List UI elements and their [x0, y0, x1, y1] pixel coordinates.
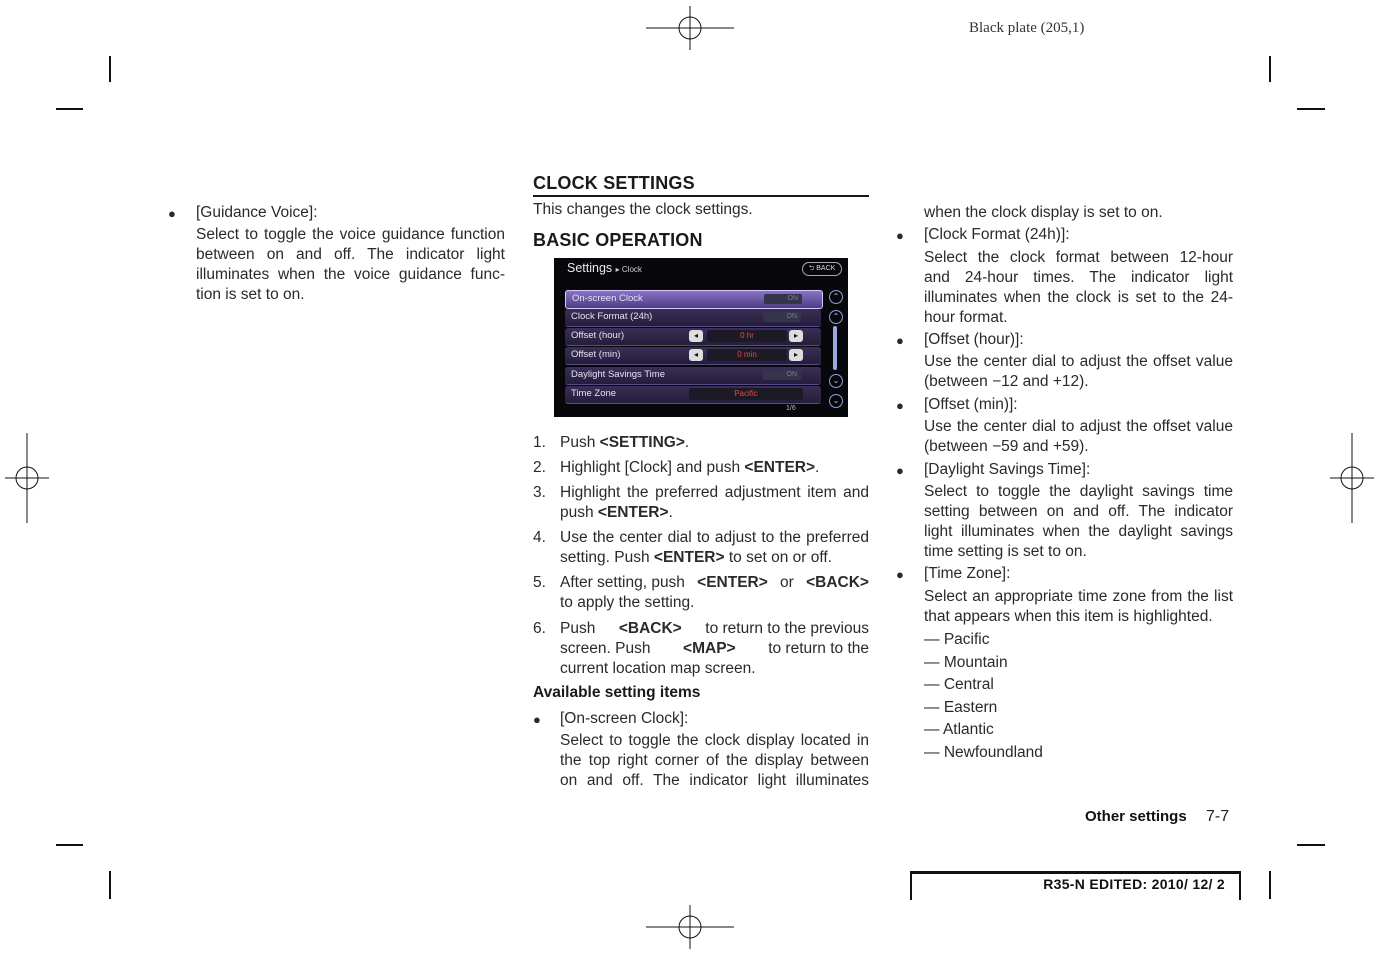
crop-mark-bl-h [56, 844, 83, 846]
step-number: 4. [533, 529, 546, 546]
offset-hour-body [924, 352, 1233, 392]
crop-mark-tr-h [1297, 108, 1325, 110]
step-text: to return to the [768, 640, 869, 657]
bullet-icon: ● [896, 228, 904, 243]
body-line: Select the clock format between 12-hour [924, 249, 1233, 266]
crop-mark-br-v [1269, 871, 1271, 899]
basic-operation-title: BASIC OPERATION [533, 230, 703, 250]
key-enter: <ENTER> [697, 574, 768, 591]
offset-min-value: 0 min [707, 349, 787, 361]
row-label: Offset (hour) [571, 330, 625, 341]
key-back: <BACK> [618, 620, 682, 637]
crop-mark-bl-v [109, 871, 111, 899]
edit-stamp [910, 871, 1241, 900]
screen-row-onscreen-clock[interactable] [565, 290, 823, 309]
body-line: illuminates when the voice guidance func- [196, 266, 505, 283]
key-map: <MAP> [683, 640, 736, 657]
body-line: Select to toggle the voice guidance function [196, 226, 505, 243]
body-line: (between −12 and +12). [924, 373, 1089, 390]
step-line [560, 639, 869, 659]
intro-text: This changes the clock settings. [533, 201, 753, 218]
guidance-voice-body [196, 225, 505, 305]
step-text: to set on or off. [724, 549, 832, 566]
clock-format-body [924, 248, 1233, 328]
step-line [560, 619, 869, 639]
crop-mark-tl-v [109, 56, 111, 82]
available-items-title: Available setting items [533, 684, 701, 701]
body-line: (between −59 and +59). [924, 438, 1089, 455]
offset-hour-title: [Offset (hour)]: [924, 331, 1024, 348]
crop-mark-tr-v [1269, 56, 1271, 82]
step-number: 6. [533, 620, 546, 637]
step-text: screen. Push [560, 640, 651, 657]
back-label: BACK [816, 265, 836, 272]
row-label: Offset (min) [571, 349, 621, 360]
list-item [924, 652, 1043, 675]
crop-mark-tl-h [56, 108, 83, 110]
step-number: 1. [533, 434, 546, 451]
bullet-icon: ● [896, 463, 904, 478]
step-text: to apply the setting. [560, 594, 695, 611]
crop-mark-br-h [1297, 844, 1325, 846]
screen-row-clock-format[interactable] [565, 309, 821, 327]
back-button[interactable] [802, 262, 842, 276]
body-line: setting between on and off. The indicator [924, 503, 1233, 520]
registration-mark-top-icon [646, 6, 734, 50]
body-line: Use the center dial to adjust the offset value [924, 353, 1233, 370]
decrease-arrow-icon[interactable]: ◂ [689, 349, 703, 361]
back-arrow-icon: ⮌ [808, 265, 815, 272]
guidance-voice-title: [Guidance Voice]: [196, 204, 318, 221]
row-label: Time Zone [571, 388, 617, 399]
step-6 [560, 619, 869, 679]
key-back: <BACK> [806, 574, 869, 591]
screen-row-offset-min[interactable] [565, 347, 821, 365]
body-line: on and off. The indicator light illuminates [560, 772, 869, 789]
step-number: 5. [533, 574, 546, 591]
step-2 [560, 458, 819, 478]
row-label: Daylight Savings Time [571, 369, 665, 380]
footer-page-number: 7-7 [1206, 808, 1230, 825]
dash-icon: — [924, 743, 944, 761]
zone-label: Eastern [943, 698, 998, 716]
bullet-icon: ● [896, 567, 904, 582]
row-label: On-screen Clock [572, 293, 643, 304]
registration-mark-left-icon [5, 433, 49, 523]
registration-mark-bottom-icon [646, 905, 734, 949]
edit-stamp-text: R35-N EDITED: 2010/ 12/ 2 [1043, 876, 1225, 892]
body-line: Select to toggle the daylight savings time [924, 483, 1233, 500]
key-setting: <SETTING> [599, 434, 685, 451]
list-item [924, 719, 1043, 742]
clock-settings-screen [554, 258, 848, 417]
offset-hour-value: 0 hr [707, 330, 787, 342]
step-text: or [780, 574, 794, 591]
indicator-light: ON [763, 370, 801, 380]
time-zone-list [924, 629, 1043, 765]
body-line: the top right corner of the display between [560, 752, 869, 769]
zone-label: Mountain [943, 653, 1008, 671]
increase-arrow-icon[interactable]: ▸ [789, 330, 803, 342]
increase-arrow-icon[interactable]: ▸ [789, 349, 803, 361]
body-line: time setting is set to on. [924, 543, 1087, 560]
step-text: Use the center dial to adjust to the preferred [560, 529, 869, 546]
dash-icon: — [924, 721, 943, 739]
body-line: that appears when this item is highlighted. [924, 608, 1213, 625]
daylight-savings-title: [Daylight Savings Time]: [924, 461, 1091, 478]
scroll-top-icon[interactable]: ⌃ [829, 290, 843, 304]
body-line: Use the center dial to adjust the offset value [924, 418, 1233, 435]
section-title-clock-settings: CLOCK SETTINGS [533, 173, 695, 193]
step-text: After setting, push [560, 574, 685, 591]
step-text: push [560, 504, 598, 521]
daylight-savings-body [924, 482, 1233, 562]
key-enter: <ENTER> [597, 504, 669, 521]
body-line: Select to toggle the clock display located in [560, 732, 869, 749]
screen-row-daylight-savings[interactable] [565, 367, 821, 385]
key-enter: <ENTER> [653, 549, 725, 566]
dash-icon: — [924, 653, 944, 671]
scrollbar[interactable] [829, 290, 843, 408]
plate-label: Black plate (205,1) [969, 20, 1085, 36]
continued-text: when the clock display is set to on. [924, 204, 1163, 221]
screen-row-offset-hour[interactable] [565, 328, 821, 346]
zone-label: Atlantic [942, 721, 994, 739]
body-line: illuminates when the clock is set to the 24- [924, 289, 1233, 306]
step-4 [560, 528, 869, 568]
scroll-bottom-icon[interactable]: ⌄ [829, 394, 843, 408]
time-zone-body [924, 587, 1233, 627]
row-label: Clock Format (24h) [571, 311, 653, 322]
onscreen-clock-title: [On-screen Clock]: [560, 710, 689, 727]
body-line: tion is set to on. [196, 286, 305, 303]
step-text: setting. Push [560, 549, 654, 566]
step-5 [560, 573, 869, 613]
offset-min-body [924, 417, 1233, 457]
step-text: . [815, 459, 820, 476]
step-text: . [684, 434, 690, 451]
step-text: Push [560, 620, 596, 637]
step-3 [560, 483, 869, 523]
scroll-track[interactable] [833, 326, 837, 370]
dash-icon: — [924, 631, 944, 648]
bullet-icon: ● [896, 333, 904, 348]
scroll-down-icon[interactable]: ⌄ [829, 374, 843, 388]
body-line: hour format. [924, 309, 1008, 326]
footer-section-name: Other settings [1085, 808, 1187, 825]
clock-format-title: [Clock Format (24h)]: [924, 226, 1070, 243]
decrease-arrow-icon[interactable]: ◂ [689, 330, 703, 342]
zone-label: Central [943, 676, 994, 694]
body-line: light illuminates when the daylight savings [924, 523, 1233, 540]
bullet-icon: ● [168, 206, 176, 221]
indicator-light: ON [764, 294, 802, 304]
section-rule [533, 195, 869, 197]
body-line: and 24-hour times. The indicator light [924, 269, 1233, 286]
step-text: Highlight [Clock] and push [560, 459, 745, 476]
screen-title [567, 261, 642, 275]
body-line: Select an appropriate time zone from the list [924, 588, 1233, 605]
step-1 [560, 433, 689, 453]
list-item [924, 742, 1043, 765]
page-indicator: 1/6 [786, 405, 796, 412]
step-number: 2. [533, 459, 546, 476]
offset-min-title: [Offset (min)]: [924, 396, 1018, 413]
step-text: . [668, 504, 673, 521]
time-zone-title: [Time Zone]: [924, 565, 1011, 582]
list-item [924, 697, 1043, 720]
list-item [924, 629, 1043, 652]
step-line [560, 573, 869, 593]
time-zone-value: Pacific [689, 388, 803, 400]
step-text: current location map screen. [560, 660, 756, 677]
zone-label: Newfoundland [943, 743, 1043, 761]
list-item [924, 674, 1043, 697]
onscreen-clock-body [560, 731, 869, 791]
registration-mark-right-icon [1330, 433, 1374, 523]
step-text: Highlight the preferred adjustment item and [560, 484, 869, 501]
dash-icon: — [924, 676, 944, 694]
screen-row-time-zone[interactable] [565, 386, 821, 404]
step-text: to return to the previous [705, 620, 869, 637]
screen-title-text: Settings [567, 261, 613, 275]
scroll-up-icon[interactable]: ⌃ [829, 310, 843, 324]
bullet-icon: ● [896, 398, 904, 413]
step-text: Push [560, 434, 600, 451]
zone-label: Pacific [943, 631, 990, 648]
step-number: 3. [533, 484, 546, 501]
body-line: between on and off. The indicator light [196, 246, 505, 263]
indicator-light: ON [763, 312, 801, 322]
key-enter: <ENTER> [744, 459, 816, 476]
dash-icon: — [924, 698, 944, 716]
screen-crumb: ▸ Clock [615, 265, 642, 274]
bullet-icon: ● [533, 712, 541, 727]
